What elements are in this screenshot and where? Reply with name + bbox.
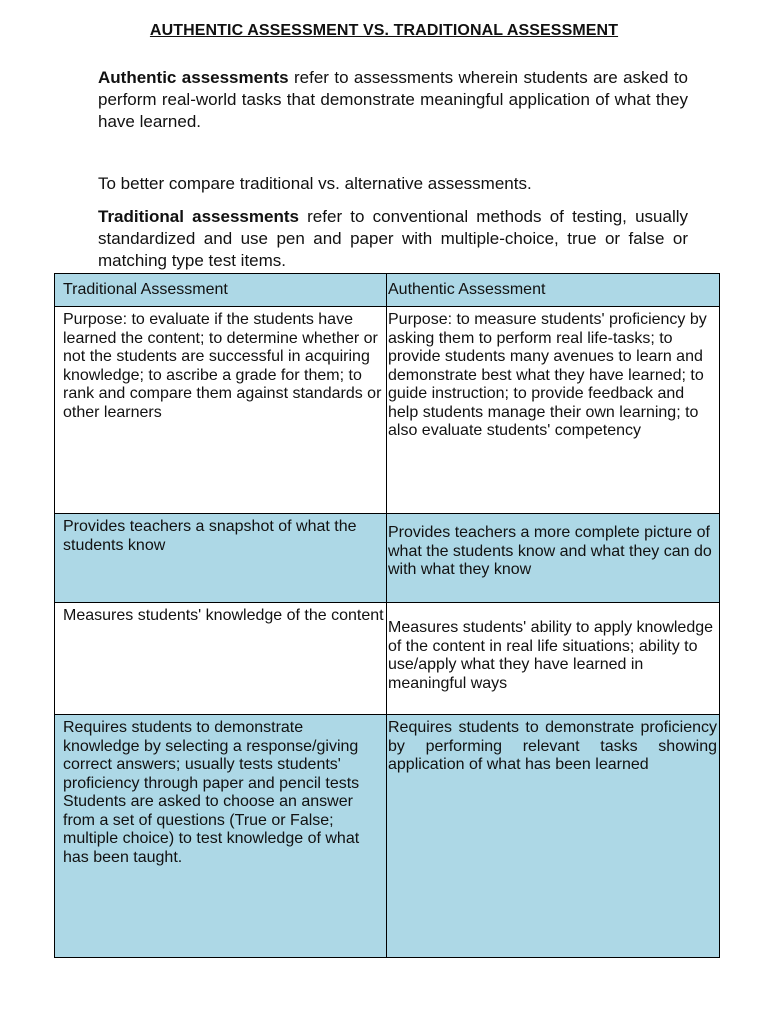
- cell-authentic-measures: [387, 603, 720, 715]
- authentic-definition: [98, 67, 688, 133]
- header-traditional: Traditional Assessment: [55, 274, 387, 307]
- table-row: [55, 307, 720, 514]
- traditional-definition: [98, 206, 688, 272]
- table-row: [55, 603, 720, 715]
- cell-authentic-measures-text: Measures students' ability to apply knowledge of the content in real life situations; ability to use/apply what they have learned in meaningful ways: [388, 619, 714, 692]
- comparison-table: [54, 273, 720, 958]
- traditional-term: Traditional assessments: [98, 207, 299, 226]
- authentic-term: Authentic assessments: [98, 68, 289, 87]
- page-title: AUTHENTIC ASSESSMENT VS. TRADITIONAL ASSESSMENT: [149, 22, 619, 39]
- cell-traditional-requires: Requires students to demonstrate knowledge by selecting a response/giving correct answers; usually tests students' proficiency through paper and pencil tests Students are asked to choose an answer from a set of questions (True or False; multiple choice) to test knowledge of what has been taught.: [55, 715, 387, 958]
- compare-statement: To better compare traditional vs. alternative assessments.: [98, 174, 532, 193]
- table-row: [55, 715, 720, 958]
- cell-traditional-measures: Measures students' knowledge of the content: [55, 603, 387, 715]
- table-header-row: [55, 274, 720, 307]
- header-authentic: Authentic Assessment: [387, 274, 720, 307]
- cell-traditional-snapshot: Provides teachers a snapshot of what the students know: [55, 514, 387, 603]
- cell-authentic-purpose: Purpose: to measure students' proficiency by asking them to perform real life-tasks; to provide students many avenues to learn and demonstrate best what they have learned; to guide instruction; to provide feedback and help students manage their own learning; to also evaluate students' competency: [387, 307, 720, 514]
- authentic-definition-text: refer to assessments wherein students are asked to perform real-world tasks that demonstrate meaningful application of what they have learned.: [98, 68, 689, 131]
- cell-authentic-picture-text: Provides teachers a more complete picture of what the students know and what they can do with what they know: [388, 524, 712, 578]
- table-row: [55, 514, 720, 603]
- traditional-definition-text: refer to conventional methods of testing, usually standardized and use pen and paper with multiple-choice, true or false or matching type test items.: [98, 207, 688, 270]
- cell-traditional-purpose: Purpose: to evaluate if the students have learned the content; to determine whether or not the students are successful in acquiring knowledge; to ascribe a grade for them; to rank and compare them against standards or other learners: [55, 307, 387, 514]
- cell-authentic-picture: [387, 514, 720, 603]
- cell-authentic-requires: Requires students to demonstrate proficiency by performing relevant tasks showing application of what has been learned: [387, 715, 720, 958]
